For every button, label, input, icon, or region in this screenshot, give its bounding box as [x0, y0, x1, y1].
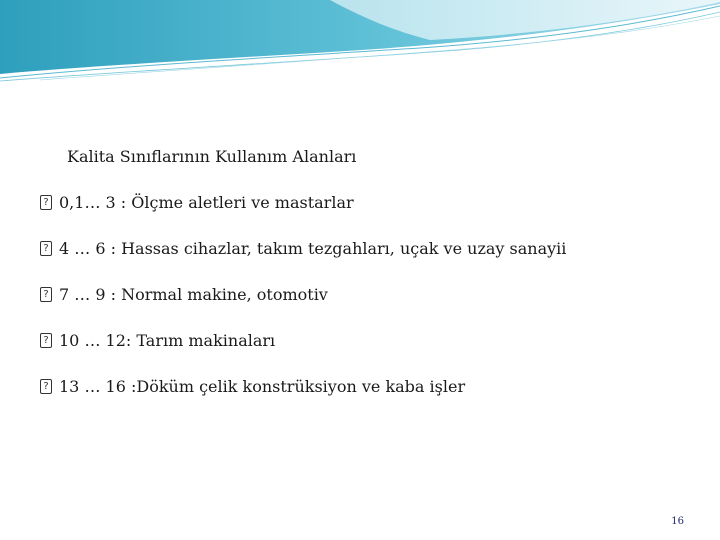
- bullet-glyph-icon: ?: [40, 241, 52, 256]
- bullet-glyph-icon: ?: [40, 333, 52, 348]
- bullet-text: 10 … 12: Tarım makinaları: [59, 331, 276, 350]
- bullet-text: 4 … 6 : Hassas cihazlar, takım tezgahları, uçak ve uzay sanayii: [59, 239, 567, 258]
- bullet-glyph-icon: ?: [40, 195, 52, 210]
- bullet-glyph-icon: ?: [40, 379, 52, 394]
- bullet-glyph-icon: ?: [40, 287, 52, 302]
- header-wave-decoration: [0, 0, 720, 90]
- page-number: 16: [671, 516, 684, 527]
- bullet-item: [40, 377, 566, 423]
- bullet-text: 0,1… 3 : Ölçme aletleri ve mastarlar: [59, 193, 354, 212]
- bullet-item: [40, 193, 566, 239]
- bullet-item: [40, 285, 566, 331]
- bullet-text: 13 … 16 :Döküm çelik konstrüksiyon ve kaba işler: [59, 377, 466, 396]
- slide-title: Kalita Sınıflarının Kullanım Alanları: [67, 147, 357, 166]
- bullet-item: [40, 239, 566, 285]
- bullet-item: [40, 331, 566, 377]
- bullet-list: [40, 193, 566, 423]
- bullet-text: 7 … 9 : Normal makine, otomotiv: [59, 285, 328, 304]
